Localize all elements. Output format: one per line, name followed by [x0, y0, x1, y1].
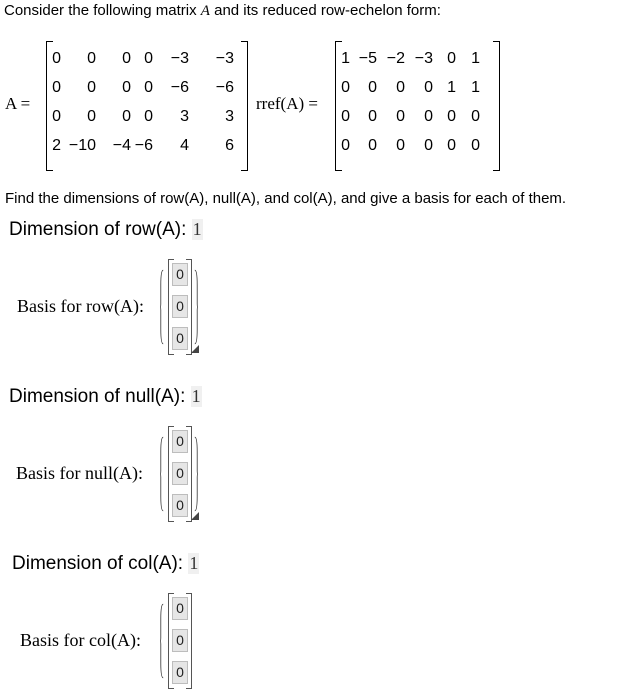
- matrix-a-cell: 0: [122, 78, 131, 96]
- basis-col-entry-1[interactable]: 0: [172, 597, 188, 620]
- dimension-null-label: Dimension of null(A):: [9, 386, 186, 407]
- matrix-a-cell: 6: [225, 136, 234, 154]
- basis-row-entry-1[interactable]: 0: [172, 263, 188, 286]
- matrix-rref-cell: 0: [341, 78, 350, 96]
- matrix-rref-cell: 1: [471, 49, 480, 67]
- matrix-a-cell: 3: [225, 107, 234, 125]
- matrix-a-cell: 2: [52, 136, 61, 154]
- intro-text: Consider the following matrix A and its reduced row-echelon form:: [4, 2, 441, 19]
- matrix-a-cell: −3: [215, 49, 234, 67]
- dimension-null-row: [9, 386, 202, 408]
- matrix-a-cell: 0: [52, 107, 61, 125]
- matrix-a-row: [47, 44, 247, 73]
- matrix-a-cell: −6: [134, 136, 153, 154]
- matrix-a-cell: 0: [144, 107, 153, 125]
- resize-handle-icon[interactable]: [191, 512, 199, 520]
- matrix-rref-cell: 0: [424, 107, 433, 125]
- basis-null-entry-1[interactable]: 0: [172, 430, 188, 453]
- matrix-a-cell: −6: [170, 78, 189, 96]
- basis-row-vector: [160, 259, 200, 355]
- matrix-rref-cell: 0: [447, 136, 456, 154]
- matrix-rref-cell: 0: [396, 78, 405, 96]
- matrix-rref-cell: 0: [471, 136, 480, 154]
- dimension-col-row: [12, 553, 199, 575]
- intro-prefix: Consider the following matrix: [4, 2, 201, 19]
- matrix-a: [46, 41, 248, 171]
- matrix-a-cell: 0: [144, 49, 153, 67]
- basis-row-entry-3[interactable]: 0: [172, 327, 188, 350]
- matrix-rref: [335, 41, 500, 171]
- matrix-rref-cell: −5: [358, 49, 377, 67]
- basis-col-entry-2[interactable]: 0: [172, 629, 188, 652]
- matrix-a-row: [47, 102, 247, 131]
- matrix-rref-cell: 1: [341, 49, 350, 67]
- matrix-rref-cell: 0: [341, 107, 350, 125]
- matrix-rref-cell: 0: [424, 136, 433, 154]
- dimension-col-input[interactable]: 1: [189, 553, 199, 573]
- matrix-a-cell: 0: [87, 78, 96, 96]
- basis-col-vector: [160, 593, 200, 689]
- right-brace-icon: [194, 426, 198, 522]
- matrix-rref-cell: 0: [368, 107, 377, 125]
- basis-row-label: Basis for row(A):: [17, 296, 144, 316]
- matrix-rref-cell: 0: [368, 136, 377, 154]
- matrix-rref-cell: −2: [386, 49, 405, 67]
- matrix-rref-cell: 0: [447, 107, 456, 125]
- matrix-rref-cell: 0: [471, 107, 480, 125]
- matrix-a-cell: −3: [170, 49, 189, 67]
- matrix-rref-cell: 0: [396, 107, 405, 125]
- dimension-row-input[interactable]: 1: [192, 219, 202, 239]
- matrix-a-row: [47, 131, 247, 160]
- matrix-rref-cell: −3: [414, 49, 433, 67]
- matrix-a-cell: −6: [215, 78, 234, 96]
- matrix-a-cell: 0: [52, 49, 61, 67]
- matrix-a-cell: 0: [87, 49, 96, 67]
- matrix-a-cell: 0: [52, 78, 61, 96]
- matrix-rref-row: [336, 131, 499, 160]
- resize-handle-icon[interactable]: [191, 345, 199, 353]
- matrix-rref-cell: 1: [471, 78, 480, 96]
- matrix-a-cell: 0: [122, 107, 131, 125]
- matrix-rref-row: [336, 44, 499, 73]
- matrix-rref-cell: 0: [396, 136, 405, 154]
- basis-col-entry-3[interactable]: 0: [172, 661, 188, 684]
- matrix-a-row: [47, 73, 247, 102]
- matrix-a-cell: 0: [122, 49, 131, 67]
- matrix-rref-cell: 0: [341, 136, 350, 154]
- dimension-row-label: Dimension of row(A):: [9, 219, 187, 240]
- matrix-a-cell: 0: [87, 107, 96, 125]
- basis-col-label: Basis for col(A):: [20, 630, 141, 650]
- basis-null-entry-3[interactable]: 0: [172, 494, 188, 517]
- matrix-rref-row: [336, 73, 499, 102]
- dimension-row-row: [9, 219, 203, 241]
- matrix-a-cell: −4: [112, 136, 131, 154]
- matrix-a-label: A =: [5, 94, 31, 113]
- basis-null-vector: [160, 426, 200, 522]
- dimension-null-input[interactable]: 1: [191, 386, 201, 406]
- left-brace-icon: [160, 426, 164, 522]
- matrix-rref-cell: 0: [447, 49, 456, 67]
- right-brace-icon: [194, 259, 198, 355]
- left-brace-icon: [160, 593, 164, 689]
- basis-null-label: Basis for null(A):: [16, 463, 143, 483]
- basis-null-entry-2[interactable]: 0: [172, 462, 188, 485]
- matrix-a-cell: 0: [144, 78, 153, 96]
- matrix-rref-cell: 0: [424, 78, 433, 96]
- rref-label: rref(A) =: [256, 94, 318, 113]
- basis-row-entry-2[interactable]: 0: [172, 295, 188, 318]
- matrix-rref-row: [336, 102, 499, 131]
- matrix-a-cell: 3: [180, 107, 189, 125]
- matrix-a-cell: 4: [180, 136, 189, 154]
- dimension-col-label: Dimension of col(A):: [12, 553, 184, 574]
- matrix-rref-cell: 0: [368, 78, 377, 96]
- matrix-rref-cell: 1: [447, 78, 456, 96]
- instruction-text: Find the dimensions of row(A), null(A), and col(A), and give a basis for each of them.: [5, 190, 567, 207]
- left-brace-icon: [160, 259, 164, 355]
- matrix-a-cell: −10: [68, 136, 96, 154]
